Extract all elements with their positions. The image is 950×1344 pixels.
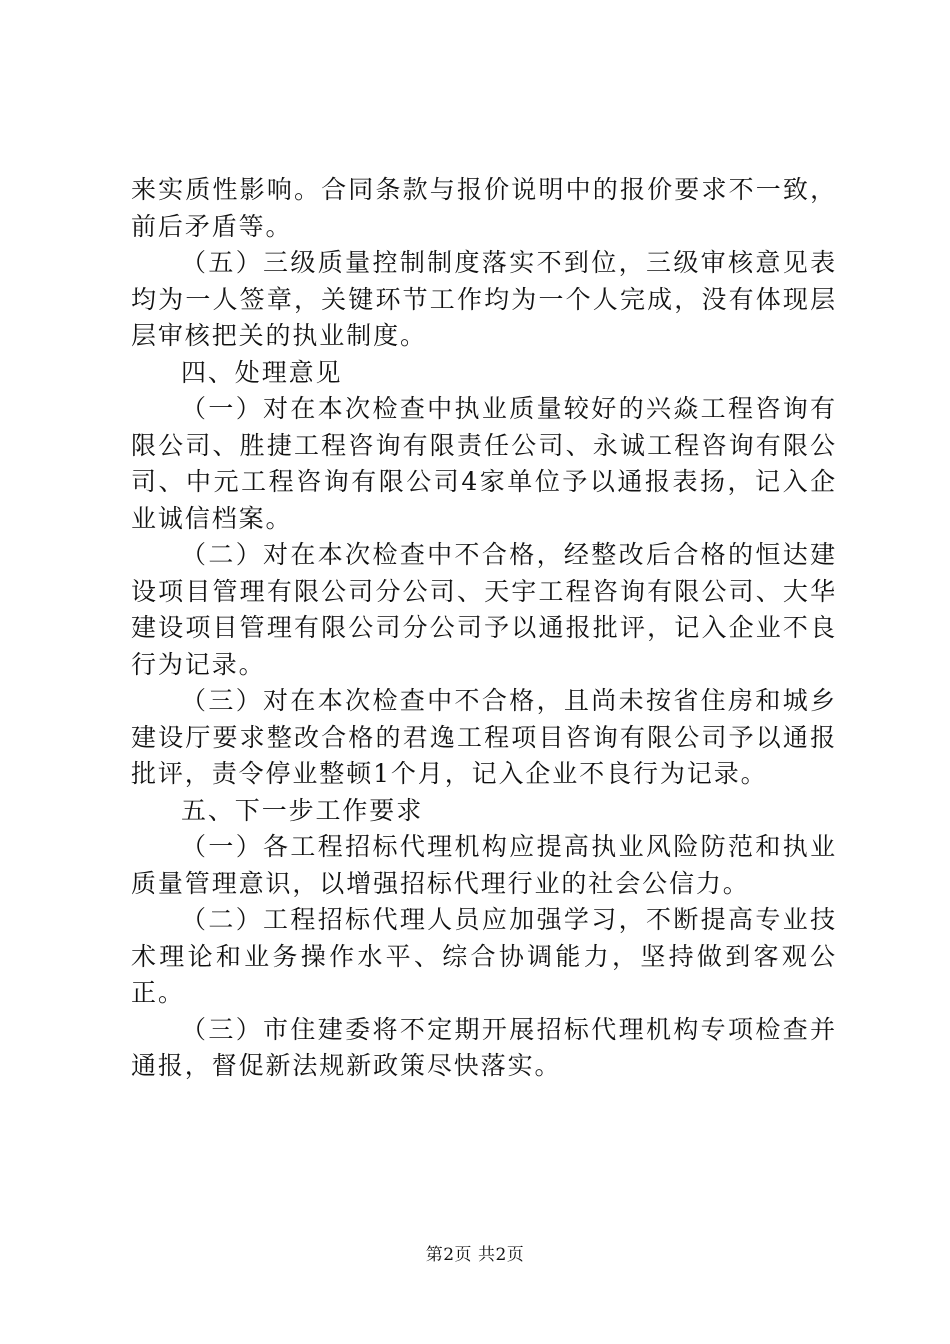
page-number-footer: 第2页 共2页 xyxy=(425,1245,525,1265)
paragraph-opinion-2: （二）对在本次检查中不合格，经整改后合格的恒达建设项目管理有限公司分公司、天宇工程咨询有限公司、大华建设项目管理有限公司分公司予以通报批评，记入企业不良行为记录。 xyxy=(131,540,837,679)
section-heading-handling-opinions: 四、处理意见 xyxy=(181,357,343,387)
paragraph-requirement-2: （二）工程招标代理人员应加强学习，不断提高专业技术理论和业务操作水平、综合协调能力，坚持做到客观公正。 xyxy=(131,905,837,1007)
paragraph-continuation: 来实质性影响。合同条款与报价说明中的报价要求不一致，前后矛盾等。 xyxy=(131,175,837,241)
paragraph-requirement-1: （一）各工程招标代理机构应提高执业风险防范和执业质量管理意识，以增强招标代理行业的社会公信力。 xyxy=(131,832,837,898)
paragraph-issue-5: （五）三级质量控制制度落实不到位，三级审核意见表均为一人签章，关键环节工作均为一个人完成，没有体现层层审核把关的执业制度。 xyxy=(131,248,837,350)
paragraph-opinion-3: （三）对在本次检查中不合格，且尚未按省住房和城乡建设厅要求整改合格的君逸工程项目咨询有限公司予以通报批评，责令停业整顿1个月，记入企业不良行为记录。 xyxy=(131,686,837,788)
section-heading-next-steps: 五、下一步工作要求 xyxy=(181,795,424,825)
paragraph-requirement-3: （三）市住建委将不定期开展招标代理机构专项检查并通报，督促新法规新政策尽快落实。 xyxy=(131,1014,837,1080)
document-body xyxy=(131,172,837,1085)
paragraph-opinion-1: （一）对在本次检查中执业质量较好的兴焱工程咨询有限公司、胜捷工程咨询有限责任公司、永诚工程咨询有限公司、中元工程咨询有限公司4家单位予以通报表扬，记入企业诚信档案。 xyxy=(131,394,837,533)
